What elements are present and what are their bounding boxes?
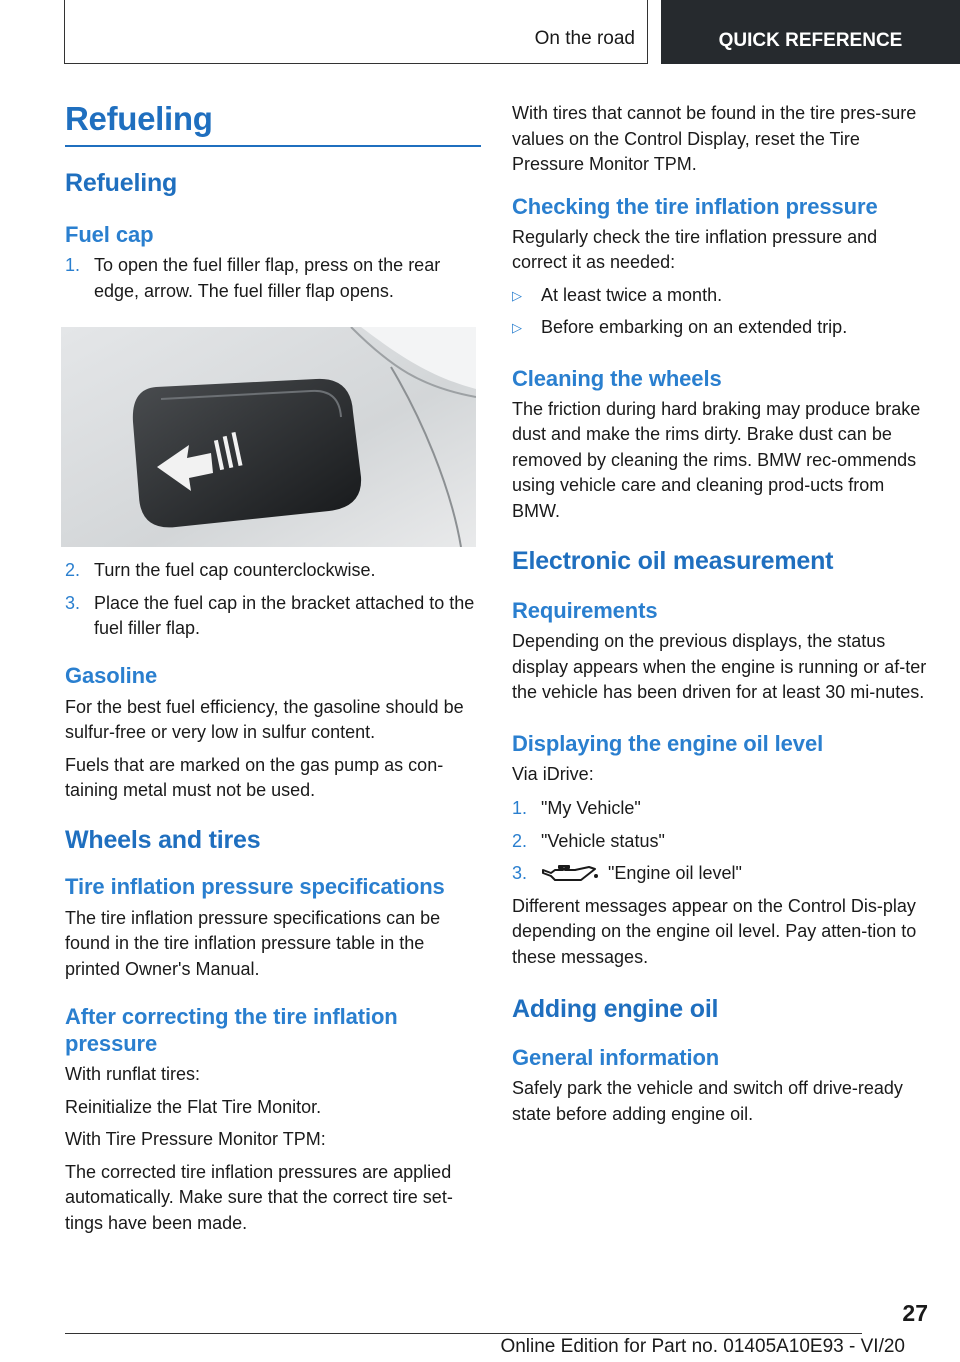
checking-paragraph: Regularly check the tire inflation pressure and correct it as needed:: [512, 226, 878, 272]
step-number: 1.: [512, 798, 528, 818]
step-number: 1.: [65, 255, 81, 275]
gasoline-paragraph-1: For the best fuel efficiency, the gasoline should be sulfur-free or very low in sulfur content.: [65, 696, 464, 742]
requirements-paragraph: Depending on the previous displays, the status display appears when the engine is running or af‐ter the vehicle has been driven for at least 30 mi‐nutes.: [512, 631, 927, 702]
triangle-bullet-icon: ▷: [512, 287, 522, 303]
left-column: [65, 100, 481, 304]
heading-displaying-oil: Displaying the engine oil level: [512, 730, 824, 756]
heading-after-correcting: After correcting the tire inflation pressure: [65, 1004, 398, 1056]
page-number: 27: [902, 1300, 928, 1326]
step-text: Turn the fuel cap counterclockwise.: [94, 560, 376, 580]
heading-tire-spec: Tire inflation pressure specifications: [65, 873, 445, 899]
general-paragraph: Safely park the vehicle and switch off drive-ready state before adding engine oil.: [512, 1078, 903, 1124]
list-item: [65, 591, 481, 642]
list-item: [512, 283, 932, 309]
page-title: Refueling: [65, 100, 481, 147]
after-paragraph-1: With runflat tires:: [65, 1064, 201, 1084]
tire-spec-paragraph: The tire inflation pressure specifications can be found in the tire inflation pressure table in the printed Owner's Manual.: [65, 907, 441, 979]
right-column: [512, 101, 932, 1127]
heading-electronic-oil: Electronic oil measurement: [512, 547, 834, 575]
heading-fuel-cap: Fuel cap: [65, 222, 154, 247]
bullet-text: Before embarking on an extended trip.: [541, 317, 848, 337]
list-item: [512, 796, 932, 822]
step-number: 2.: [65, 560, 81, 580]
steps-list-b: [65, 558, 481, 642]
display-paragraph: Via iDrive:: [512, 763, 594, 784]
after-paragraph-3: With Tire Pressure Monitor TPM:: [65, 1129, 326, 1149]
header-frame: [64, 0, 648, 64]
heading-wheels-and-tires: Wheels and tires: [65, 825, 261, 854]
list-item: [512, 829, 932, 855]
list-item: [512, 861, 932, 887]
heading-general-info: General information: [512, 1045, 720, 1070]
list-item: [65, 253, 481, 304]
triangle-bullet-icon: ▷: [512, 320, 522, 335]
intro-paragraph: With tires that cannot be found in the tire pres‐sure values on the Control Display, reset the Tire Pressure Monitor TPM.: [512, 103, 917, 174]
heading-refueling: Refueling: [65, 169, 178, 197]
heading-adding-oil: Adding engine oil: [512, 995, 719, 1023]
after-paragraph-2: Reinitialize the Flat Tire Monitor.: [65, 1096, 322, 1117]
display-paragraph-2: Different messages appear on the Control Dis‐play depending on the engine oil level. Pay atten‐tion to these messages.: [512, 895, 917, 967]
footer-edition: Online Edition for Part no. 01405A10E93 - VI/20: [500, 1336, 905, 1357]
step-text: "Engine oil level": [608, 863, 742, 883]
list-item: [65, 558, 481, 584]
heading-checking: Checking the tire inflation pressure: [512, 193, 878, 219]
step-text: "Vehicle status": [541, 830, 665, 851]
display-steps: [512, 796, 932, 887]
list-item: [512, 315, 932, 341]
steps-list-a: [65, 253, 481, 304]
heading-gasoline: Gasoline: [65, 662, 158, 688]
heading-cleaning: Cleaning the wheels: [512, 365, 722, 391]
fuel-cap-photo: [61, 327, 476, 547]
header-tab: QUICK REFERENCE: [661, 0, 960, 64]
bullet-text: At least twice a month.: [541, 284, 723, 305]
step-text: "My Vehicle": [541, 798, 641, 818]
after-paragraph-4: The corrected tire inflation pressures are applied automatically. Make sure that the correct tire set‐tings have been made.: [65, 1161, 453, 1233]
footer-rule: [65, 1333, 862, 1334]
fuel-flap-illustration-icon: [61, 327, 476, 547]
gasoline-paragraph-2: Fuels that are marked on the gas pump as con‐taining metal must not be used.: [65, 754, 444, 800]
checking-list: [512, 283, 932, 341]
oil-can-icon: [541, 864, 599, 884]
step-number: 2.: [512, 830, 528, 851]
step-number: 3.: [512, 863, 528, 883]
step-number: 3.: [65, 592, 81, 613]
header-section-label: On the road: [534, 28, 635, 49]
left-column-continued: [65, 558, 481, 1236]
step-text: To open the fuel filler flap, press on the rear edge, arrow. The fuel filler flap opens.: [94, 255, 441, 301]
step-text: Place the fuel cap in the bracket attached to the fuel filler flap.: [94, 592, 475, 638]
cleaning-paragraph: The friction during hard braking may produce brake dust and make the rims dirty. Brake dust can be removed by cleaning the rims. BMW rec‐ommends using vehicle care and cleaning prod‐ucts from BMW.: [512, 398, 921, 521]
heading-requirements: Requirements: [512, 598, 658, 623]
